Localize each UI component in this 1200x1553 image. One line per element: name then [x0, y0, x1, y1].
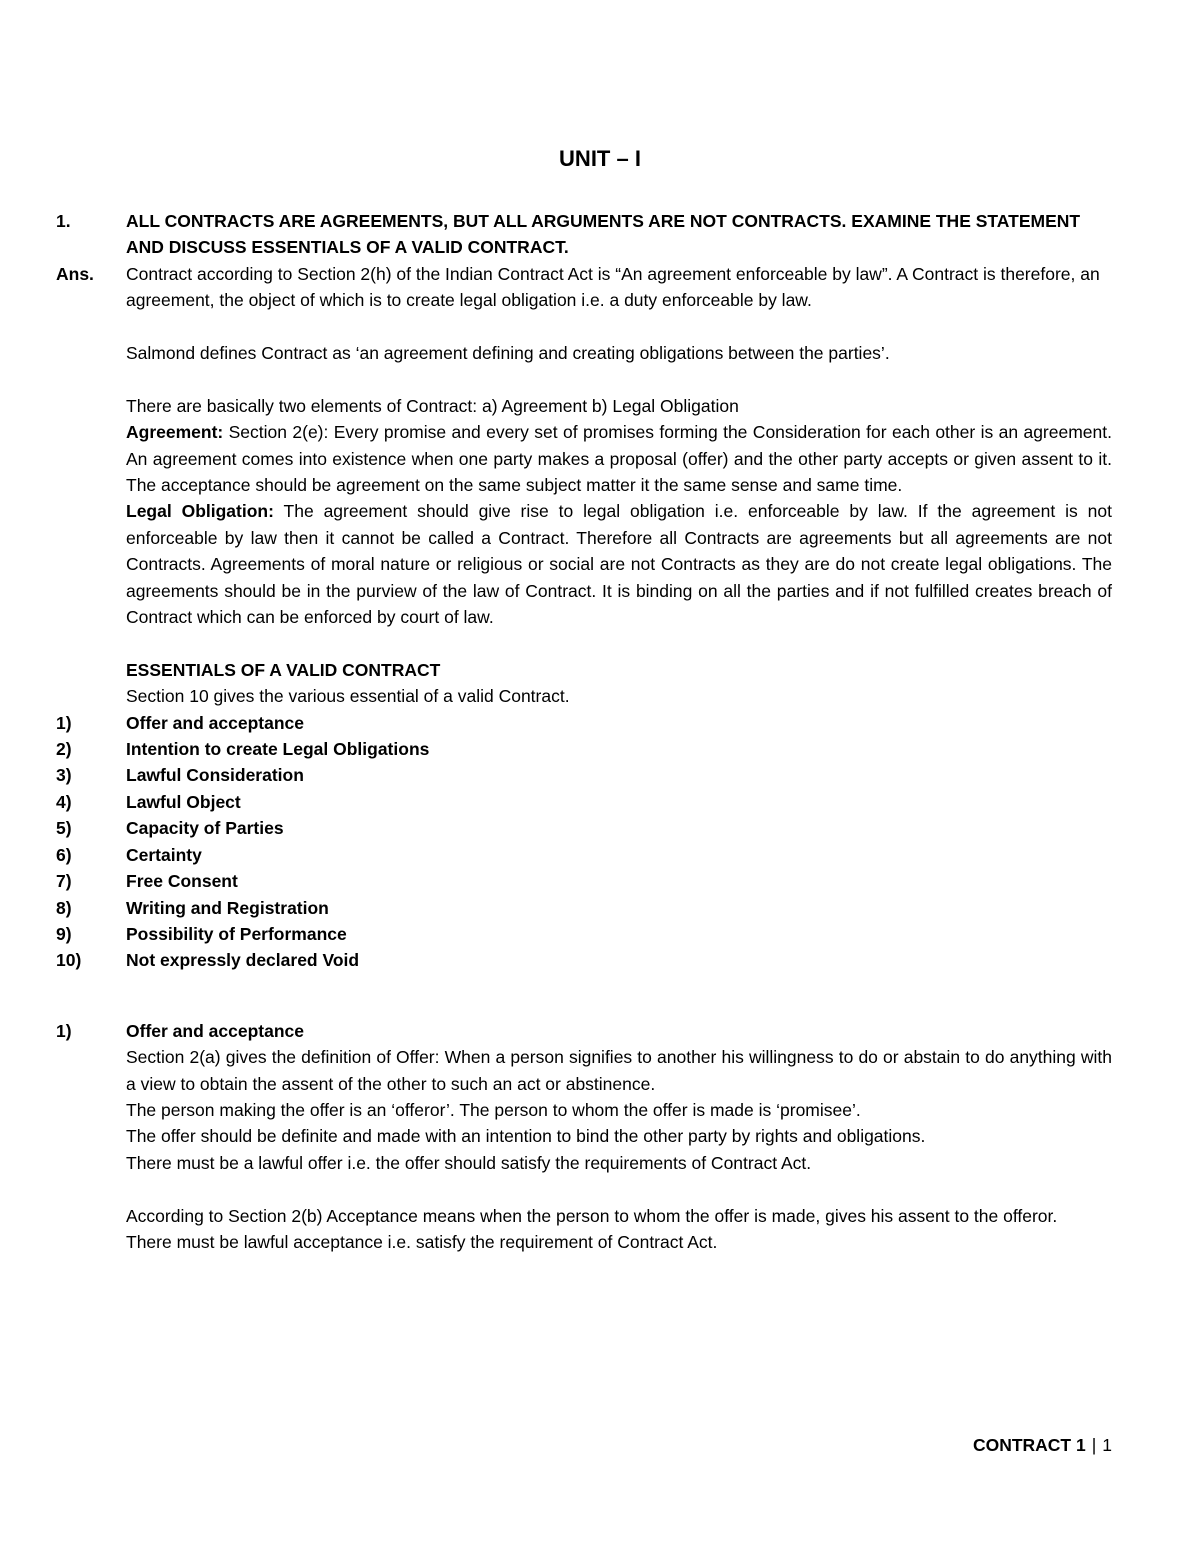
legal-obligation-paragraph — [126, 498, 1112, 630]
list-item — [56, 762, 1112, 788]
legal-obligation-text: The agreement should give rise to legal obligation i.e. enforceable by law. If the agreement is not enforceable by law then it cannot be called a Contract. Therefore all Contracts are agreements but all agreements are not Contracts. Agreements of moral nature or religious or social are not Contracts as they are do not create legal obligations. The agreements should be in the purview of the law of Contract. It is binding on all the parties and if not fulfilled creates breach of Contract which can be enforced by court of law. — [126, 501, 1113, 628]
list-item-number: 6) — [56, 844, 72, 865]
list-item-number: 7) — [56, 871, 72, 892]
list-item-number: 3) — [56, 765, 72, 786]
list-item-label: Free Consent — [126, 871, 238, 892]
detail-content — [126, 1018, 1112, 1256]
detail-heading: Offer and acceptance — [126, 1020, 304, 1041]
answer-block — [56, 261, 1112, 710]
agreement-text: Section 2(e): Every promise and every set of promises forming the Consideration for each other is an agreement. An agreement comes into existence when one party makes a proposal (offer) and the other party accepts or given assent to it. The acceptance should be agreement on the same subject matter it the same sense and same time. — [126, 422, 1112, 496]
list-item — [56, 789, 1112, 815]
list-item-label: Certainty — [126, 844, 202, 865]
detail-paragraph-2: The person making the offer is an ‘offeror’. The person to whom the offer is made is ‘promisee’. — [126, 1099, 861, 1120]
list-item-label: Offer and acceptance — [126, 712, 304, 733]
document-body — [56, 208, 1112, 1255]
detail-paragraph-3: The offer should be definite and made with an intention to bind the other party by rights and obligations. — [126, 1126, 926, 1147]
question-text: ALL CONTRACTS ARE AGREEMENTS, BUT ALL ARGUMENTS ARE NOT CONTRACTS. EXAMINE THE STATEMENT AND DISCUSS ESSENTIALS OF A VALID CONTRACT. — [126, 211, 1081, 258]
page-number: 1 — [1102, 1435, 1112, 1455]
answer-label: Ans. — [56, 263, 94, 284]
answer-paragraph-3: There are basically two elements of Contract: a) Agreement b) Legal Obligation — [126, 395, 739, 416]
list-item — [56, 868, 1112, 894]
detail-paragraph-6: There must be lawful acceptance i.e. satisfy the requirement of Contract Act. — [126, 1231, 718, 1252]
essentials-intro: Section 10 gives the various essential of a valid Contract. — [126, 686, 570, 707]
list-item — [56, 815, 1112, 841]
answer-paragraph-2: Salmond defines Contract as ‘an agreement defining and creating obligations between the parties’. — [126, 343, 890, 364]
list-item — [56, 842, 1112, 868]
list-item-label: Not expressly declared Void — [126, 950, 360, 971]
list-item-label: Lawful Consideration — [126, 765, 304, 786]
list-item-number: 4) — [56, 791, 72, 812]
footer-label: CONTRACT 1 — [972, 1435, 1086, 1455]
answer-paragraph-1: Contract according to Section 2(h) of the Indian Contract Act is “An agreement enforceable by law”. A Contract is therefore, an agreement, the object of which is to create legal obligation i.e. a duty enforceable by law. — [126, 263, 1100, 311]
list-item-number: 1) — [56, 712, 72, 733]
list-item-label: Capacity of Parties — [126, 818, 284, 839]
list-item-number: 2) — [56, 739, 72, 760]
agreement-label: Agreement: — [126, 422, 224, 443]
question-number: 1. — [56, 211, 71, 231]
detail-paragraph-5: According to Section 2(b) Acceptance means when the person to whom the offer is made, gives his assent to the offeror. — [126, 1205, 1058, 1226]
essentials-list — [56, 710, 1112, 974]
list-item — [56, 947, 1112, 973]
list-item-number: 5) — [56, 818, 72, 839]
list-item-number: 8) — [56, 897, 72, 918]
answer-content — [126, 261, 1112, 710]
footer-separator: | — [1091, 1435, 1097, 1455]
detail-paragraph-1: Section 2(a) gives the definition of Offer: When a person signifies to another his willingness to do or abstain to do anything with a view to obtain the assent of the other to such an act or abstinence. — [126, 1047, 1112, 1094]
list-item-label: Possibility of Performance — [126, 923, 347, 944]
unit-title: UNIT – I — [559, 146, 641, 171]
detail-number: 1) — [56, 1020, 72, 1041]
page-footer — [973, 1432, 1112, 1458]
list-item-label: Lawful Object — [126, 791, 241, 812]
list-item-label: Writing and Registration — [126, 897, 329, 918]
list-item-label: Intention to create Legal Obligations — [126, 739, 430, 760]
list-item — [56, 895, 1112, 921]
question — [56, 208, 1112, 261]
detail-paragraph-4: There must be a lawful offer i.e. the offer should satisfy the requirements of Contract Act. — [126, 1152, 812, 1173]
legal-obligation-label: Legal Obligation: — [126, 501, 274, 522]
list-item — [56, 921, 1112, 947]
list-item — [56, 710, 1112, 736]
list-item-number: 10) — [56, 950, 82, 971]
list-item — [56, 736, 1112, 762]
detail-section — [56, 1018, 1112, 1256]
essentials-heading: ESSENTIALS OF A VALID CONTRACT — [126, 659, 441, 680]
agreement-paragraph — [126, 419, 1112, 498]
list-item-number: 9) — [56, 923, 72, 944]
